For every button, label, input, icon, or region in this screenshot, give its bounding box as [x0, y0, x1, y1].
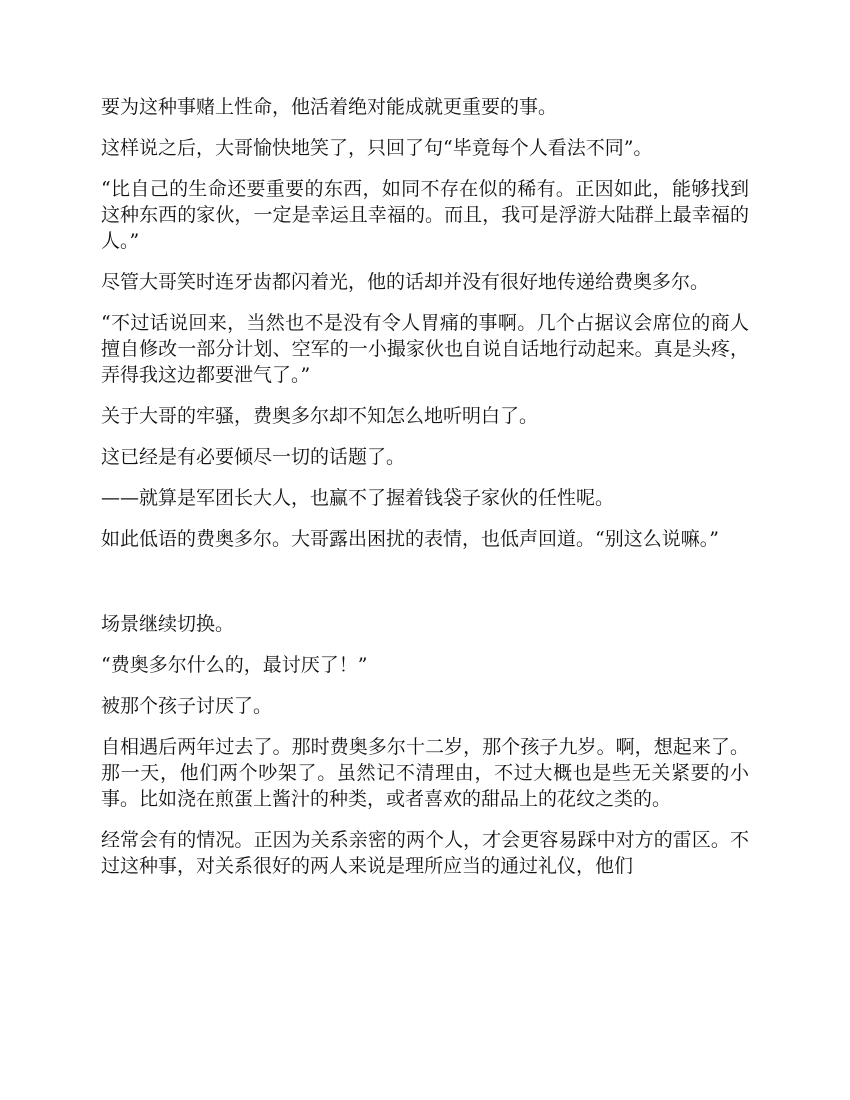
paragraph: 这样说之后，大哥愉快地笑了，只回了句“毕竟每个人看法不同”。 [101, 137, 653, 159]
paragraph: 这已经是有必要倾尽一切的话题了。 [101, 446, 406, 468]
paragraph: 关于大哥的牢骚，费奥多尔却不知怎么地听明白了。 [101, 405, 539, 427]
paragraph: 如此低语的费奥多尔。大哥露出困扰的表情，也低声回道。“别这么说嘛。” [101, 528, 719, 550]
paragraph: 场景继续切换。 [101, 613, 235, 635]
paragraph: 尽管大哥笑时连牙齿都闪着光，他的话却并没有很好地传递给费奥多尔。 [101, 271, 710, 293]
document-page [101, 94, 749, 894]
paragraph: 经常会有的情况。正因为关系亲密的两个人，才会更容易踩中对方的雷区。不过这种事，对关系很好的两人来说是理所应当的通过礼仪，他们 [101, 829, 749, 877]
paragraph: 要为这种事赌上性命，他活着绝对能成就更重要的事。 [101, 96, 558, 118]
scene-break [101, 567, 749, 611]
paragraph: ——就算是军团长大人，也赢不了握着钱袋子家伙的任性呢。 [101, 487, 615, 509]
paragraph: 自相遇后两年过去了。那时费奥多尔十二岁，那个孩子九岁。啊，想起来了。那一天，他们两个吵架了。虽然记不清理由，不过大概也是些无关紧要的小事。比如浇在煎蛋上酱汁的种类，或者喜欢的甜品上的花纹之类的。 [101, 736, 749, 810]
paragraph: “费奥多尔什么的，最讨厌了！” [101, 654, 368, 676]
paragraph: 被那个孩子讨厌了。 [101, 695, 273, 717]
paragraph: “不过话说回来，当然也不是没有令人胃痛的事啊。几个占据议会席位的商人擅自修改一部分计划、空军的一小撮家伙也自说自话地行动起来。真是头疼，弄得我这边都要泄气了。” [101, 312, 749, 386]
paragraph: “比自己的生命还要重要的东西，如同不存在似的稀有。正因如此，能够找到这种东西的家伙，一定是幸运且幸福的。而且，我可是浮游大陆群上最幸福的人。” [101, 178, 749, 252]
